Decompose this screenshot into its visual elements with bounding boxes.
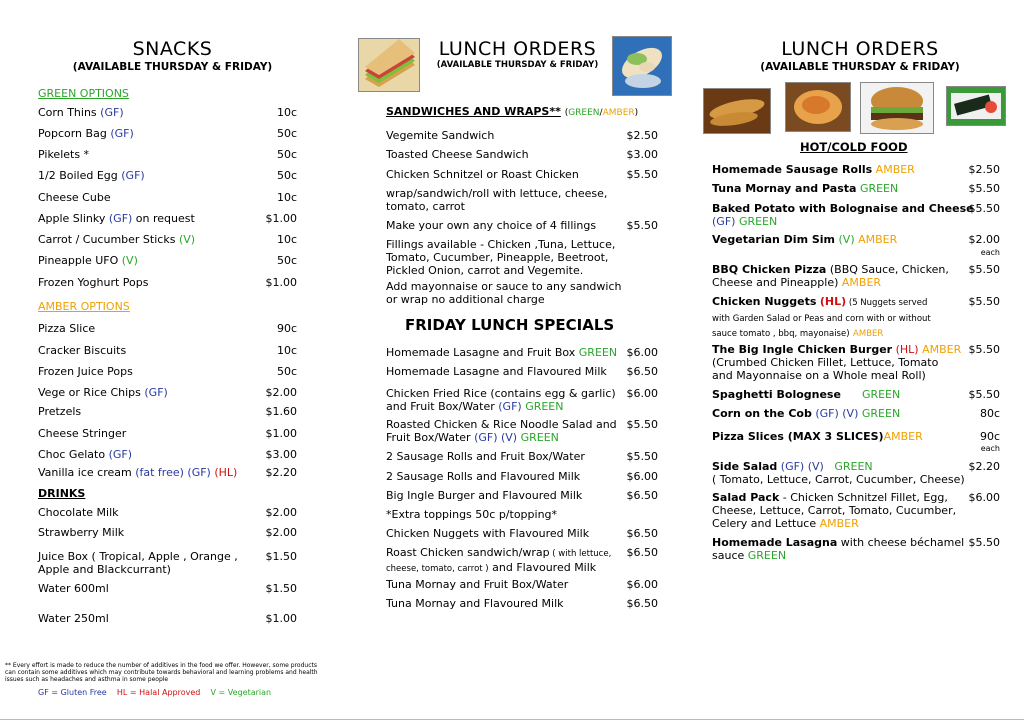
item-price: $5.50 xyxy=(968,182,1000,195)
item-price: $1.00 xyxy=(265,612,297,625)
list-item: Tuna Mornay and Flavoured Milk xyxy=(386,597,564,610)
list-item: Homemade Lasagne and Flavoured Milk xyxy=(386,365,607,378)
item-price: 10c xyxy=(276,233,297,246)
item-price: $5.50 xyxy=(626,418,658,431)
green-options-heading: GREEN OPTIONS xyxy=(38,87,129,100)
list-item: Cheese Cube xyxy=(38,191,111,204)
item-price: 50c xyxy=(276,127,297,140)
list-item: Pikelets * xyxy=(38,148,90,161)
item-price: $6.00 xyxy=(626,578,658,591)
item-price: $5.50 xyxy=(626,450,658,463)
list-item: Pineapple UFO (V) xyxy=(38,254,138,267)
item-price: $2.50 xyxy=(626,129,658,142)
item-price: $6.50 xyxy=(626,527,658,540)
item-price: $2.00 xyxy=(265,526,297,539)
item-price: $1.00 xyxy=(265,427,297,440)
list-item: wrap/sandwich/roll with lettuce, cheese, tomato, carrot xyxy=(386,187,608,213)
item-price: 90c xyxy=(276,322,297,335)
item-price: $2.50 xyxy=(968,163,1000,176)
item-price: 50c xyxy=(276,148,297,161)
item-price: $2.00 xyxy=(265,506,297,519)
item-price: $6.50 xyxy=(626,546,658,559)
list-item: The Big Ingle Chicken Burger (HL) AMBER (Crumbed Chicken Fillet, Lettuce, Tomato and Mayonnaise on a Whole meal Roll) xyxy=(712,343,962,382)
lunch-mid-title: LUNCH ORDERS xyxy=(438,38,597,60)
list-item: Water 250ml xyxy=(38,612,109,625)
item-price: 80c xyxy=(979,407,1000,420)
item-price: $6.50 xyxy=(626,365,658,378)
each-label: each xyxy=(980,248,1000,257)
legend-hl: HL = Halal Approved xyxy=(116,688,201,697)
list-item: Make your own any choice of 4 fillings xyxy=(386,219,597,232)
list-item: 2 Sausage Rolls and Fruit Box/Water xyxy=(386,450,585,463)
lunch-right-title: LUNCH ORDERS xyxy=(781,38,939,60)
legend-gf: GF = Gluten Free xyxy=(38,688,107,697)
item-price: $5.50 xyxy=(968,343,1000,356)
list-item: BBQ Chicken Pizza (BBQ Sauce, Chicken, Cheese and Pineapple) AMBER xyxy=(712,263,949,289)
sandwich-photo xyxy=(358,38,420,92)
lunch-mid-subtitle: (AVAILABLE THURSDAY & FRIDAY) xyxy=(436,60,599,70)
list-item: Homemade Lasagna with cheese béchamel sauce GREEN xyxy=(712,536,965,562)
item-price: $5.50 xyxy=(968,263,1000,276)
list-item: Chicken Schnitzel or Roast Chicken xyxy=(386,168,579,181)
wrap-photo xyxy=(612,36,672,96)
list-item: 2 Sausage Rolls and Flavoured Milk xyxy=(386,470,581,483)
friday-specials-heading: FRIDAY LUNCH SPECIALS xyxy=(405,316,615,334)
item-price: 50c xyxy=(276,365,297,378)
list-item: Juice Box ( Tropical, Apple , Orange , Apple and Blackcurrant) xyxy=(38,550,238,576)
lunch-right-subtitle: (AVAILABLE THURSDAY & FRIDAY) xyxy=(760,61,960,73)
item-price: $1.60 xyxy=(265,405,297,418)
item-price: $6.50 xyxy=(626,597,658,610)
list-item: Toasted Cheese Sandwich xyxy=(386,148,529,161)
item-price: $6.00 xyxy=(626,346,658,359)
item-price: $2.00 xyxy=(968,233,1000,246)
item-price: $2.20 xyxy=(265,466,297,479)
list-item: Chocolate Milk xyxy=(38,506,119,519)
list-item: Big Ingle Burger and Flavoured Milk xyxy=(386,489,583,502)
list-item: Strawberry Milk xyxy=(38,526,125,539)
list-item: Chicken Fried Rice (contains egg & garlic) and Fruit Box/Water (GF) GREEN xyxy=(386,387,616,413)
item-price: $2.20 xyxy=(968,460,1000,473)
list-item: Vanilla ice cream (fat free) (GF) (HL) xyxy=(38,466,238,479)
item-price: $2.00 xyxy=(265,386,297,399)
item-price: $6.00 xyxy=(626,387,658,400)
list-item: Side Salad (GF) (V) GREEN ( Tomato, Lettuce, Carrot, Cucumber, Cheese) xyxy=(712,460,965,486)
snacks-subtitle: (AVAILABLE THURSDAY & FRIDAY) xyxy=(72,61,273,73)
item-price: 10c xyxy=(276,191,297,204)
item-price: $1.50 xyxy=(265,582,297,595)
list-item: Cracker Biscuits xyxy=(38,344,127,357)
item-price: $3.00 xyxy=(626,148,658,161)
list-item: 1/2 Boiled Egg (GF) xyxy=(38,169,145,182)
list-item: Pretzels xyxy=(38,405,82,418)
item-price: 50c xyxy=(276,254,297,267)
item-price: $5.50 xyxy=(968,295,1000,308)
list-item: Corn on the Cob (GF) (V) GREEN xyxy=(712,407,901,420)
sandwiches-heading: SANDWICHES AND WRAPS** (GREEN/AMBER) xyxy=(386,105,639,118)
list-item: Tuna Mornay and Fruit Box/Water xyxy=(386,578,569,591)
list-item: Water 600ml xyxy=(38,582,109,595)
amber-options-heading: AMBER OPTIONS xyxy=(38,300,130,313)
snacks-title: SNACKS xyxy=(132,38,213,60)
item-price: $6.00 xyxy=(968,491,1000,504)
burger-photo xyxy=(860,82,934,134)
list-item: Vege or Rice Chips (GF) xyxy=(38,386,168,399)
drinks-heading: DRINKS xyxy=(38,487,86,500)
item-price: $1.00 xyxy=(265,276,297,289)
item-price: $6.00 xyxy=(626,470,658,483)
list-item: Fillings available - Chicken ,Tuna, Lettuce, Tomato, Cucumber, Pineapple, Beetroot, Pickled Onion, carrot and Vegemite. xyxy=(386,238,616,277)
list-item: Add mayonnaise or sauce to any sandwich or wrap no additional charge xyxy=(386,280,622,306)
item-price: 90c xyxy=(979,430,1000,443)
list-item: Popcorn Bag (GF) xyxy=(38,127,134,140)
item-price: $5.50 xyxy=(968,536,1000,549)
list-item: Frozen Yoghurt Pops xyxy=(38,276,149,289)
list-item: Pizza Slice xyxy=(38,322,96,335)
item-price: $5.50 xyxy=(968,388,1000,401)
item-price: $5.50 xyxy=(626,168,658,181)
legend-v: V = Vegetarian xyxy=(210,688,272,697)
additives-footnote: ** Every effort is made to reduce the number of additives in the food we offer. However, some products can contain some additives which may contribute towards behavioral and learning problems and health issues such as headaches and asthma in some people xyxy=(5,662,318,683)
list-item: Chicken Nuggets with Flavoured Milk xyxy=(386,527,590,540)
list-item: Salad Pack - Chicken Schnitzel Fillet, Egg, Cheese, Lettuce, Carrot, Tomato, Cucumber, Celery and Lettuce AMBER xyxy=(712,491,957,530)
list-item: Baked Potato with Bolognaise and Cheese (GF) GREEN xyxy=(712,202,974,228)
each-label: each xyxy=(980,444,1000,453)
list-item: Roasted Chicken & Rice Noodle Salad and Fruit Box/Water (GF) (V) GREEN xyxy=(386,418,617,444)
list-item: Pizza Slices (MAX 3 SLICES)AMBER xyxy=(712,430,923,443)
item-price: $6.50 xyxy=(626,489,658,502)
item-price: $3.00 xyxy=(265,448,297,461)
legend xyxy=(38,688,271,697)
list-item: Apple Slinky (GF) on request xyxy=(38,212,195,225)
list-item: Cheese Stringer xyxy=(38,427,127,440)
item-price: 10c xyxy=(276,344,297,357)
item-price: $1.00 xyxy=(265,212,297,225)
list-item: Roast Chicken sandwich/wrap ( with lettuce, cheese, tomato, carrot ) and Flavoured Milk xyxy=(386,546,612,574)
list-item: Homemade Sausage Rolls AMBER xyxy=(712,163,915,176)
list-item: Homemade Lasagne and Fruit Box GREEN xyxy=(386,346,618,359)
list-item: Frozen Juice Pops xyxy=(38,365,133,378)
sausage-roll-photo xyxy=(703,88,771,134)
list-item: Corn Thins (GF) xyxy=(38,106,124,119)
item-price: $5.50 xyxy=(968,202,1000,215)
item-price: 50c xyxy=(276,169,297,182)
list-item: Choc Gelato (GF) xyxy=(38,448,132,461)
list-item: Carrot / Cucumber Sticks (V) xyxy=(38,233,196,246)
list-item: Vegetarian Dim Sim (V) AMBER xyxy=(712,233,898,246)
page-bottom-border xyxy=(0,719,1024,720)
list-item: Vegemite Sandwich xyxy=(386,129,495,142)
item-price: $5.50 xyxy=(626,219,658,232)
list-item: Spaghetti Bolognese GREEN xyxy=(712,388,901,401)
hotcold-heading: HOT/COLD FOOD xyxy=(800,140,908,154)
list-item: Chicken Nuggets (HL) (5 Nuggets served with Garden Salad or Peas and corn with or without sauce tomato , bbq, mayonaise) AMBER xyxy=(712,295,931,339)
list-item: Tuna Mornay and Pasta GREEN xyxy=(712,182,899,195)
item-price: 10c xyxy=(276,106,297,119)
list-item: *Extra toppings 50c p/topping* xyxy=(386,508,558,521)
item-price: $1.50 xyxy=(265,550,297,563)
pasta-photo xyxy=(785,82,851,132)
sushi-photo xyxy=(946,86,1006,126)
